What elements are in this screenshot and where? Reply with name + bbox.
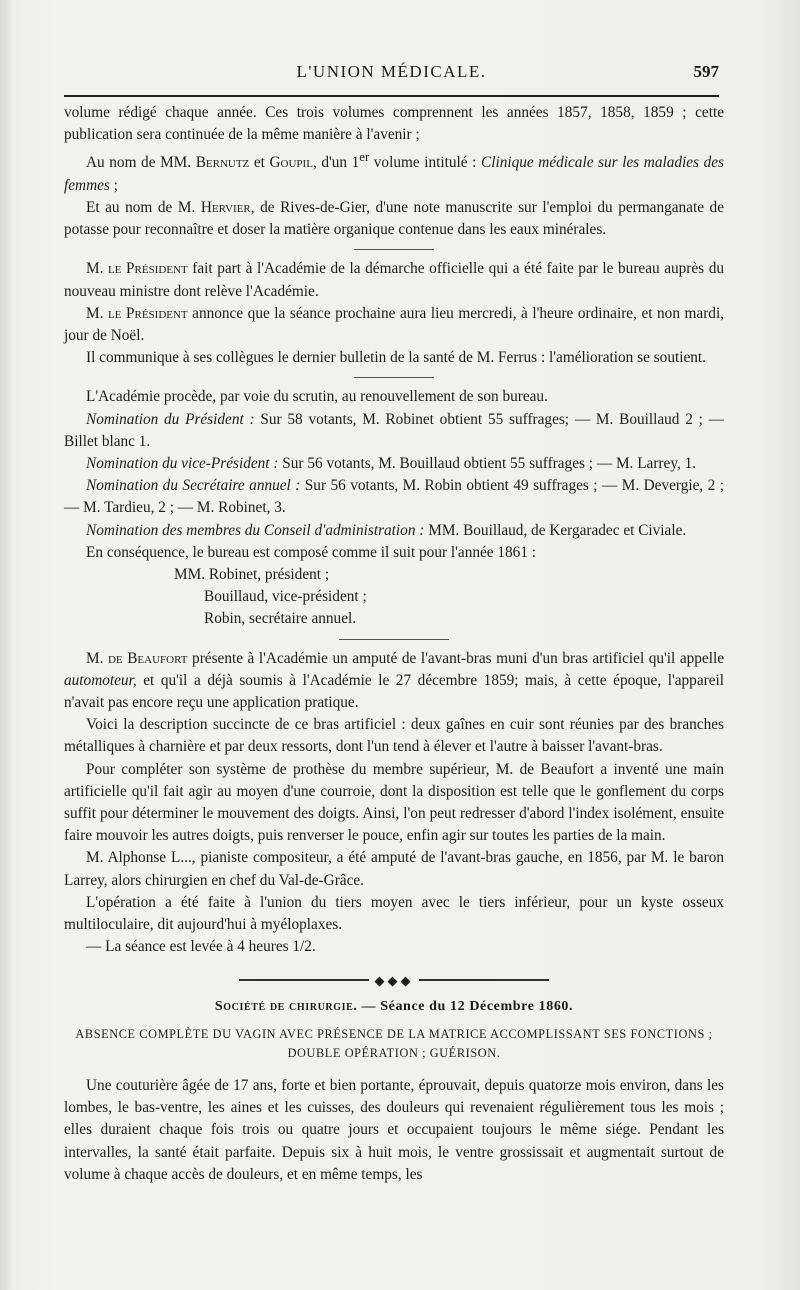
paragraph: M. Alphonse L..., pianiste compositeur, a été amputé de l'avant-bras gauche, en 1856, par M. le baron Larrey, alors chirurgien en chef du Val-de-Grâce. [64, 849, 724, 889]
header-rule [64, 95, 719, 97]
body-text [64, 102, 724, 1187]
paragraph: M. de Beaufort présente à l'Académie un amputé de l'avant-bras muni d'un bras artificiel qu'il appelle automoteur, et qu'il a déjà soumis à l'Académie le 27 décembre 1859; mais, à cette époque, l'appareil n'avait pas encore reçu une application pratique. [64, 649, 725, 711]
section-separator [354, 249, 434, 250]
page-number: 597 [693, 62, 719, 81]
paragraph: Nomination du Président : Sur 58 votants, M. Robinet obtient 55 suffrages; — M. Bouillaud 2 ; — Billet blanc 1. [64, 410, 724, 450]
ornament-glyph: ◆◆◆ [374, 973, 414, 989]
paragraph: L'opération a été faite à l'union du tiers moyen avec le tiers inférieur, pour un kyste osseux multiloculaire, dit aujourd'hui à myéloplaxes. [64, 893, 724, 933]
bureau-member: MM. Robinet, président ; [174, 565, 330, 583]
paragraph: Une couturière âgée de 17 ans, forte et bien portante, éprouvait, depuis quatorze mois environ, dans les lombes, le bas-ventre, les aines et les cuisses, des douleurs qui revenaient régulièrement tous les mois ; elles duraient chaque fois trois ou quatre jours et occupaient toujours le même siége. Pendant les intervalles, la santé était parfaite. Depuis six à huit mois, le ventre grossissait et augmentait surtout de volume à chaque accès de douleurs, et en même temps, les [64, 1076, 724, 1184]
paragraph: En conséquence, le bureau est composé comme il suit pour l'année 1861 : [86, 543, 537, 561]
paragraph: Voici la description succincte de ce bras artificiel : deux gaînes en cuir sont réunies par des branches métalliques à charnière et par deux ressorts, dont l'un tend à élever et l'autre à baisser l'avant-bras. [64, 716, 724, 756]
paragraph: — La séance est levée à 4 heures 1/2. [86, 938, 316, 956]
section-subtitle [64, 1025, 724, 1063]
paragraph: Et au nom de M. Hervier, de Rives-de-Gier, d'une note manuscrite sur l'emploi du permanganate de potasse pour reconnaître et doser la matière organique contenue dans les eaux minérales. [64, 198, 724, 239]
running-title: L'UNION MÉDICALE. [296, 62, 487, 81]
page-header [64, 62, 719, 86]
subtitle-line: ABSENCE COMPLÈTE DU VAGIN AVEC PRÉSENCE DE LA MATRICE ACCOMPLISSANT SES FONCTIONS ; [75, 1026, 713, 1041]
paragraph: Nomination du Secrétaire annuel : Sur 56 votants, M. Robin obtient 49 suffrages ; — M. Devergie, 2 ; — M. Tardieu, 2 ; — M. Robinet, 3. [64, 477, 724, 517]
paragraph: Nomination du vice-Président : Sur 56 votants, M. Bouillaud obtient 55 suffrages ; — M. Larrey, 1. [86, 454, 697, 472]
paragraph: Au nom de MM. Bernutz et Goupil, d'un 1er volume intitulé : Clinique médicale sur les maladies des femmes ; [64, 150, 724, 194]
section-separator [354, 377, 434, 378]
paragraph: Il communique à ses collègues le dernier bulletin de la santé de M. Ferrus : l'amélioration se soutient. [86, 349, 706, 367]
subtitle-line: DOUBLE OPÉRATION ; GUÉRISON. [287, 1045, 501, 1060]
paragraph: M. le Président annonce que la séance prochaine aura lieu mercredi, à l'heure ordinaire, et non mardi, jour de Noël. [64, 304, 725, 344]
paragraph: Nomination des membres du Conseil d'administration : MM. Bouillaud, de Kergaradec et Civiale. [86, 521, 687, 539]
bureau-member: Bouillaud, vice-président ; [204, 588, 367, 606]
ornament-line [239, 979, 369, 981]
paragraph: L'Académie procède, par voie du scrutin, au renouvellement de son bureau. [86, 388, 548, 406]
bureau-list [174, 564, 724, 631]
paragraph: Pour compléter son système de prothèse du membre supérieur, M. de Beaufort a inventé une main artificielle qu'il fait agir au moyen d'une courroie, dont la disposition est telle que le gonflement du corps suffit pour déterminer le mouvement des doigts. Ainsi, l'on peut redresser d'abord l'index isolément, ensuite faire mouvoir les autres doigts, puis renverser le pouce, enfin agir sur toutes les parties de la main. [64, 760, 724, 845]
section-separator [339, 639, 449, 640]
section-heading: Société de chirurgie. — Séance du 12 Décembre 1860. [214, 999, 574, 1015]
paragraph: volume rédigé chaque année. Ces trois volumes comprennent les années 1857, 1858, 1859 ; cette publication sera continuée de la même manière à l'avenir ; [64, 104, 724, 144]
ornament-line [419, 979, 549, 981]
bureau-member: Robin, secrétaire annuel. [204, 610, 357, 628]
ornament-divider [64, 972, 724, 989]
paragraph: M. le Président fait part à l'Académie de la démarche officielle qui a été faite par le bureau auprès du nouveau ministre dont relève l'Académie. [64, 260, 724, 300]
